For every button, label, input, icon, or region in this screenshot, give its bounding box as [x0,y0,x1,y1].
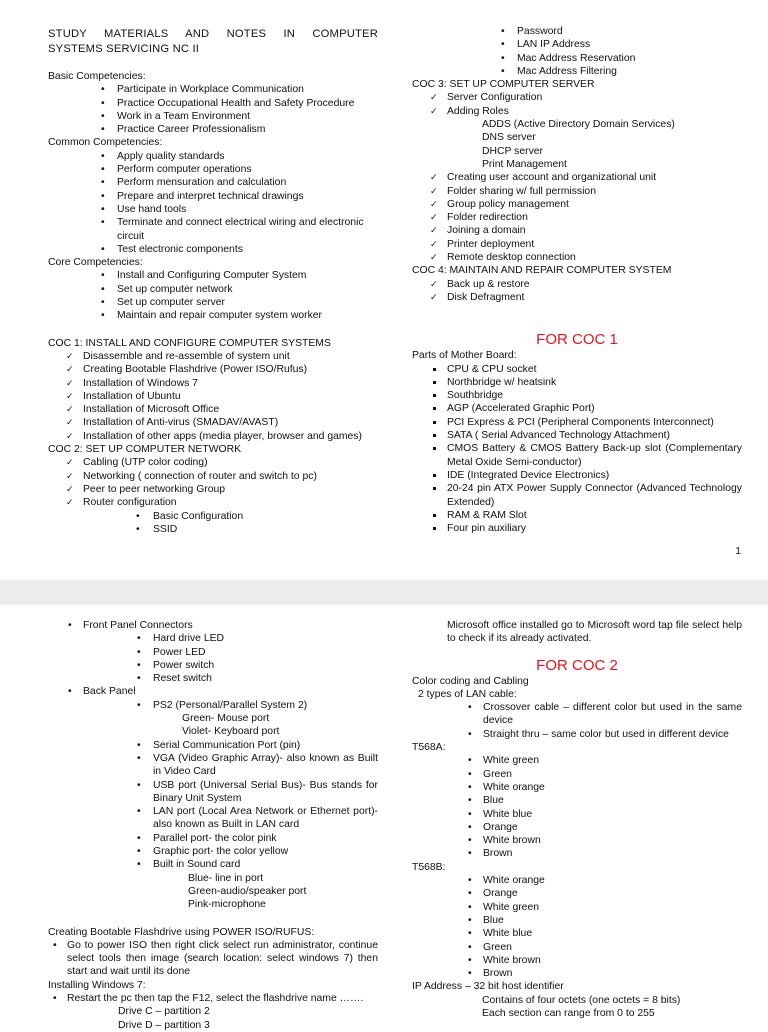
list-item: • Set up computer network [48,283,378,296]
roles-list [412,118,742,171]
list-item: Southbridge [412,389,742,402]
list-item: • Mac Address Filtering [412,65,742,78]
page2-right-column [412,619,742,1020]
list-item: • Practice Occupational Health and Safety Procedure [48,97,378,110]
bootable-heading: Creating Bootable Flashdrive using POWER ISO/RUFUS: [48,926,315,938]
t568a-heading: T568A: [412,742,446,754]
coc1-list [48,350,378,443]
ip-range-line: Each section can range from 0 to 255 [482,1008,655,1020]
list-item: • White brown [412,954,742,967]
list-item: • LAN port (Local Area Network or Ethernet port)- also known as Built in LAN card [48,805,378,832]
title-line-1: STUDY MATERIALS AND NOTES IN COMPUTER [48,28,378,40]
list-item: • Participate in Workplace Communication [48,83,378,96]
list-item: • Perform computer operations [48,163,378,176]
sound-port-item: Green-audio/speaker port [188,885,307,897]
list-item: ✓ Adding Roles [412,105,742,118]
t568a-color-list [412,754,742,860]
list-item: • Terminate and connect electrical wiring and electronic circuit [48,216,378,243]
list-item: • Green [412,768,742,781]
list-item: Four pin auxiliary [412,522,742,535]
lan-cable-types-list [412,701,742,741]
ps2-port-item: Green- Mouse port [182,713,270,725]
role-item: DHCP server [482,145,544,157]
list-item: • Practice Career Professionalism [48,123,378,136]
list-item: • Blue [412,794,742,807]
list-item: • Straight thru – same color but used in different device [412,728,742,741]
list-item: ✓ Creating Bootable Flashdrive (Power ISO/Rufus) [48,363,378,376]
title-line-2: SYSTEMS SERVICING NC II [48,42,200,55]
list-item: ✓ Server Configuration [412,91,742,104]
drive-partition-list [48,1005,378,1032]
role-item: DNS server [482,132,536,144]
list-item: • Prepare and interpret technical drawings [48,190,378,203]
for-coc2-heading: FOR COC 2 [536,656,618,674]
list-item: 20-24 pin ATX Power Supply Connector (Advanced Technology Extended) [412,482,742,509]
list-item: RAM & RAM Slot [412,509,742,522]
list-item: SATA ( Serial Advanced Technology Attachment) [412,429,742,442]
bootable-steps-list [48,939,378,979]
t568b-heading: T568B: [412,861,446,873]
list-item: ✓ Installation of Microsoft Office [48,403,378,416]
list-item: CPU & CPU socket [412,363,742,376]
list-item: ✓ Installation of Ubuntu [48,390,378,403]
list-item: • Graphic port- the color yellow [48,845,378,858]
list-item: • Hard drive LED [48,632,378,645]
core-competencies-list [48,269,378,322]
color-coding-heading: Color coding and Cabling [412,675,529,687]
list-item: ✓ Cabling (UTP color coding) [48,456,378,469]
list-item: • Basic Configuration [48,510,378,523]
router-config-list [48,510,378,537]
list-item: • VGA (Video Graphic Array)- also known as Built in Video Card [48,752,378,779]
list-item: • Password [412,25,742,38]
list-item: PCI Express & PCI (Peripheral Components Interconnect) [412,416,742,429]
motherboard-heading: Parts of Mother Board: [412,350,517,362]
list-item: ✓ Folder sharing w/ full permission [412,185,742,198]
list-item: • Maintain and repair computer system worker [48,309,378,322]
list-item: • Reset switch [48,672,378,685]
ps2-port-item: Violet- Keyboard port [182,726,280,738]
list-item: ✓ Back up & restore [412,278,742,291]
list-item: • White green [412,754,742,767]
office-note: Microsoft office installed go to Microsoft word tap file select help to check if its already activated. [447,620,742,645]
list-item: • Green [412,941,742,954]
role-item: Print Management [482,158,567,170]
list-item: • Perform mensuration and calculation [48,176,378,189]
t568b-color-list [412,874,742,980]
router-config-list-continued [412,25,742,78]
coc3-heading: COC 3: SET UP COMPUTER SERVER [412,79,595,91]
list-item: • Crossover cable – different color but used in the same device [412,701,742,728]
list-item: • Use hand tools [48,203,378,216]
list-item: AGP (Accelerated Graphic Port) [412,402,742,415]
document-page-2 [0,605,768,1031]
front-panel-list [48,619,378,632]
drive-item: Drive C – partition 2 [118,1006,210,1018]
list-item: • Brown [412,847,742,860]
list-item: ✓ Installation of Windows 7 [48,377,378,390]
list-item: ✓ Installation of Anti-virus (SMADAV/AVAST) [48,416,378,429]
list-item: • Set up computer server [48,296,378,309]
list-item: • Test electronic components [48,243,378,256]
sound-port-item: Blue- line in port [188,872,264,884]
page1-left-column [48,27,378,536]
list-item: IDE (Integrated Device Electronics) [412,469,742,482]
list-item: • Power LED [48,646,378,659]
for-coc1-heading: FOR COC 1 [536,331,618,349]
basic-competencies-list [48,83,378,136]
page-number: 1 [735,546,741,557]
coc4-list [412,278,742,305]
lan-types-heading: 2 types of LAN cable: [418,688,517,700]
windows7-heading: Installing Windows 7: [48,979,146,991]
page1-right-column [412,25,742,535]
sound-port-item: Pink-microphone [188,899,266,911]
list-item: CMOS Battery & CMOS Battery Back-up slot (Complementary Metal Oxide Semi-conductor) [412,442,742,469]
list-item: ✓ Router configuration [48,496,378,509]
coc2-list [48,456,378,509]
list-item: • PS2 (Personal/Parallel System 2) [48,699,378,712]
list-item: • Apply quality standards [48,150,378,163]
list-item: ✓ Folder redirection [412,211,742,224]
ps2-sub-list [48,712,378,739]
back-panel-item: • Back Panel [48,685,378,698]
list-item: • Work in a Team Environment [48,110,378,123]
coc1-heading: COC 1: INSTALL AND CONFIGURE COMPUTER SYSTEMS [48,337,331,349]
list-item: • Install and Configuring Computer System [48,269,378,282]
drive-item: Drive D – partition 3 [118,1019,210,1031]
coc3-list [412,91,742,118]
list-item: • USB port (Universal Serial Bus)- Bus stands for Binary Unit System [48,779,378,806]
list-item: • Power switch [48,659,378,672]
list-item: ✓ Creating user account and organizational unit [412,171,742,184]
list-item: • Go to power ISO then right click select run administrator, continue select tools then image (search location: select windows 7) then start and wait until its done [48,939,378,979]
list-item: • White green [412,901,742,914]
list-item: • Built in Sound card [48,858,378,871]
list-item: ✓ Peer to peer networking Group [48,483,378,496]
back-panel-list [48,685,378,698]
list-item: • Orange [412,887,742,900]
ip-octets-line: Contains of four octets (one octets = 8 bits) [482,994,681,1006]
list-item: ✓ Disassemble and re-assemble of system unit [48,350,378,363]
ps2-list [48,699,378,712]
list-item: • White blue [412,808,742,821]
list-item: • White blue [412,927,742,940]
basic-competencies-heading: Basic Competencies: [48,71,146,82]
coc3-list-continued [412,171,742,264]
list-item: • Brown [412,967,742,980]
list-item: • White orange [412,874,742,887]
list-item: • White brown [412,834,742,847]
core-competencies-heading: Core Competencies: [48,257,143,269]
back-panel-ports [48,739,378,872]
list-item: ✓ Joining a domain [412,224,742,237]
list-item: • SSID [48,523,378,536]
list-item: • Mac Address Reservation [412,52,742,65]
document-title [48,27,378,56]
common-competencies-list [48,150,378,256]
list-item: • White orange [412,781,742,794]
list-item: ✓ Installation of other apps (media player, browser and games) [48,430,378,443]
common-competencies-heading: Common Competencies: [48,137,163,149]
list-item: • Restart the pc then tap the F12, select the flashdrive name ……. [48,992,378,1005]
list-item: • Orange [412,821,742,834]
windows7-steps-list [48,992,378,1005]
list-item: • LAN IP Address [412,38,742,51]
list-item: ✓ Printer deployment [412,238,742,251]
list-item: • Blue [412,914,742,927]
motherboard-parts-list [412,363,742,536]
list-item: • Serial Communication Port (pin) [48,739,378,752]
ip-address-line: IP Address – 32 bit host identifier [412,981,564,993]
role-item: ADDS (Active Directory Domain Services) [482,119,675,131]
list-item: ✓ Networking ( connection of router and switch to pc) [48,470,378,483]
list-item: ✓ Group policy management [412,198,742,211]
coc2-heading: COC 2: SET UP COMPUTER NETWORK [48,444,242,456]
list-item: • Parallel port- the color pink [48,832,378,845]
list-item: ✓ Remote desktop connection [412,251,742,264]
front-panel-connectors [48,632,378,685]
list-item: ✓ Disk Defragment [412,291,742,304]
coc4-heading: COC 4: MAINTAIN AND REPAIR COMPUTER SYSTEM [412,265,672,277]
page2-left-column [48,619,378,1032]
front-panel-item: • Front Panel Connectors [48,619,378,632]
sound-card-sub-list [48,872,378,912]
list-item: Northbridge w/ heatsink [412,376,742,389]
